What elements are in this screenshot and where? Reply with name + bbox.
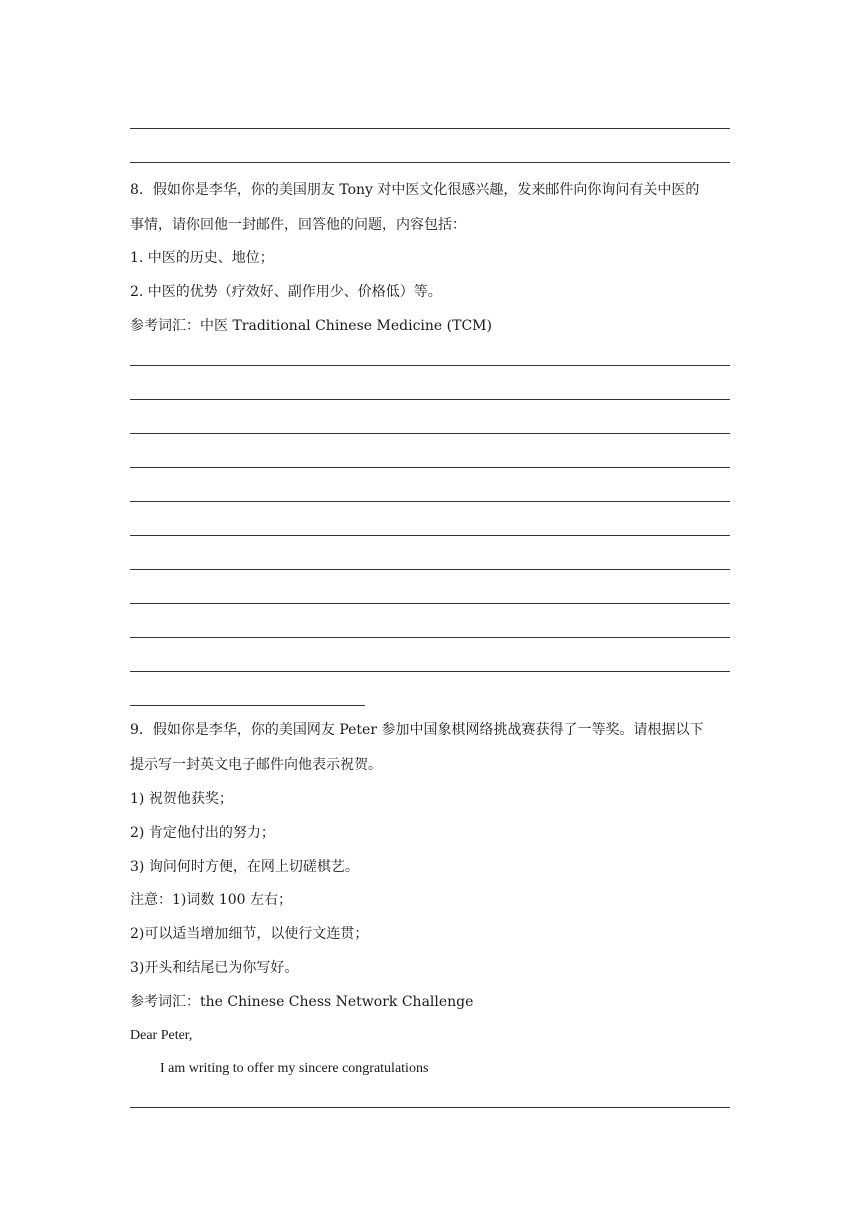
answer-line[interactable]	[130, 535, 730, 536]
q8-point-1: 1. 中医的历史、地位；	[130, 250, 274, 266]
q9-point-1: 1) 祝贺他获奖；	[130, 791, 233, 807]
answer-line[interactable]	[130, 671, 730, 672]
q9-note-2: 2)可以适当增加细节，以使行文连贯；	[130, 926, 369, 942]
answer-line[interactable]	[130, 501, 730, 502]
answer-line[interactable]	[130, 603, 730, 604]
answer-line[interactable]	[130, 365, 730, 366]
q9-prompt-line-2: 提示写一封英文电子邮件向他表示祝贺。	[130, 757, 382, 773]
answer-line[interactable]	[130, 162, 730, 163]
q9-point-2: 2) 肯定他付出的努力；	[130, 825, 275, 841]
answer-line[interactable]	[130, 433, 730, 434]
q9-point-3: 3) 询问何时方便，在网上切磋棋艺。	[130, 859, 359, 875]
q8-vocabulary: 参考词汇：中医 Traditional Chinese Medicine (TCM)	[130, 318, 492, 334]
q9-note-3: 3)开头和结尾已为你写好。	[130, 960, 299, 976]
q9-note-1: 注意：1)词数 100 左右；	[130, 892, 292, 908]
answer-line[interactable]	[130, 1107, 730, 1108]
answer-line[interactable]	[130, 637, 730, 638]
q8-prompt-line-1: 8．假如你是李华，你的美国朋友 Tony 对中医文化很感兴趣，发来邮件向你询问有关中医的	[130, 182, 700, 198]
letter-greeting: Dear Peter,	[130, 1028, 193, 1043]
answer-line[interactable]	[130, 399, 730, 400]
q8-prompt-line-2: 事情，请你回他一封邮件，回答他的问题，内容包括：	[130, 217, 466, 233]
answer-line[interactable]	[130, 128, 730, 129]
answer-line[interactable]	[130, 467, 730, 468]
q9-vocabulary: 参考词汇：the Chinese Chess Network Challenge	[130, 994, 474, 1010]
letter-opening: I am writing to offer my sincere congratulations	[160, 1061, 429, 1076]
q9-prompt-line-1: 9．假如你是李华，你的美国网友 Peter 参加中国象棋网络挑战赛获得了一等奖。请根据以下	[130, 722, 704, 738]
q8-point-2: 2. 中医的优势（疗效好、副作用少、价格低）等。	[130, 284, 442, 300]
answer-line[interactable]	[130, 705, 365, 706]
answer-line[interactable]	[130, 569, 730, 570]
